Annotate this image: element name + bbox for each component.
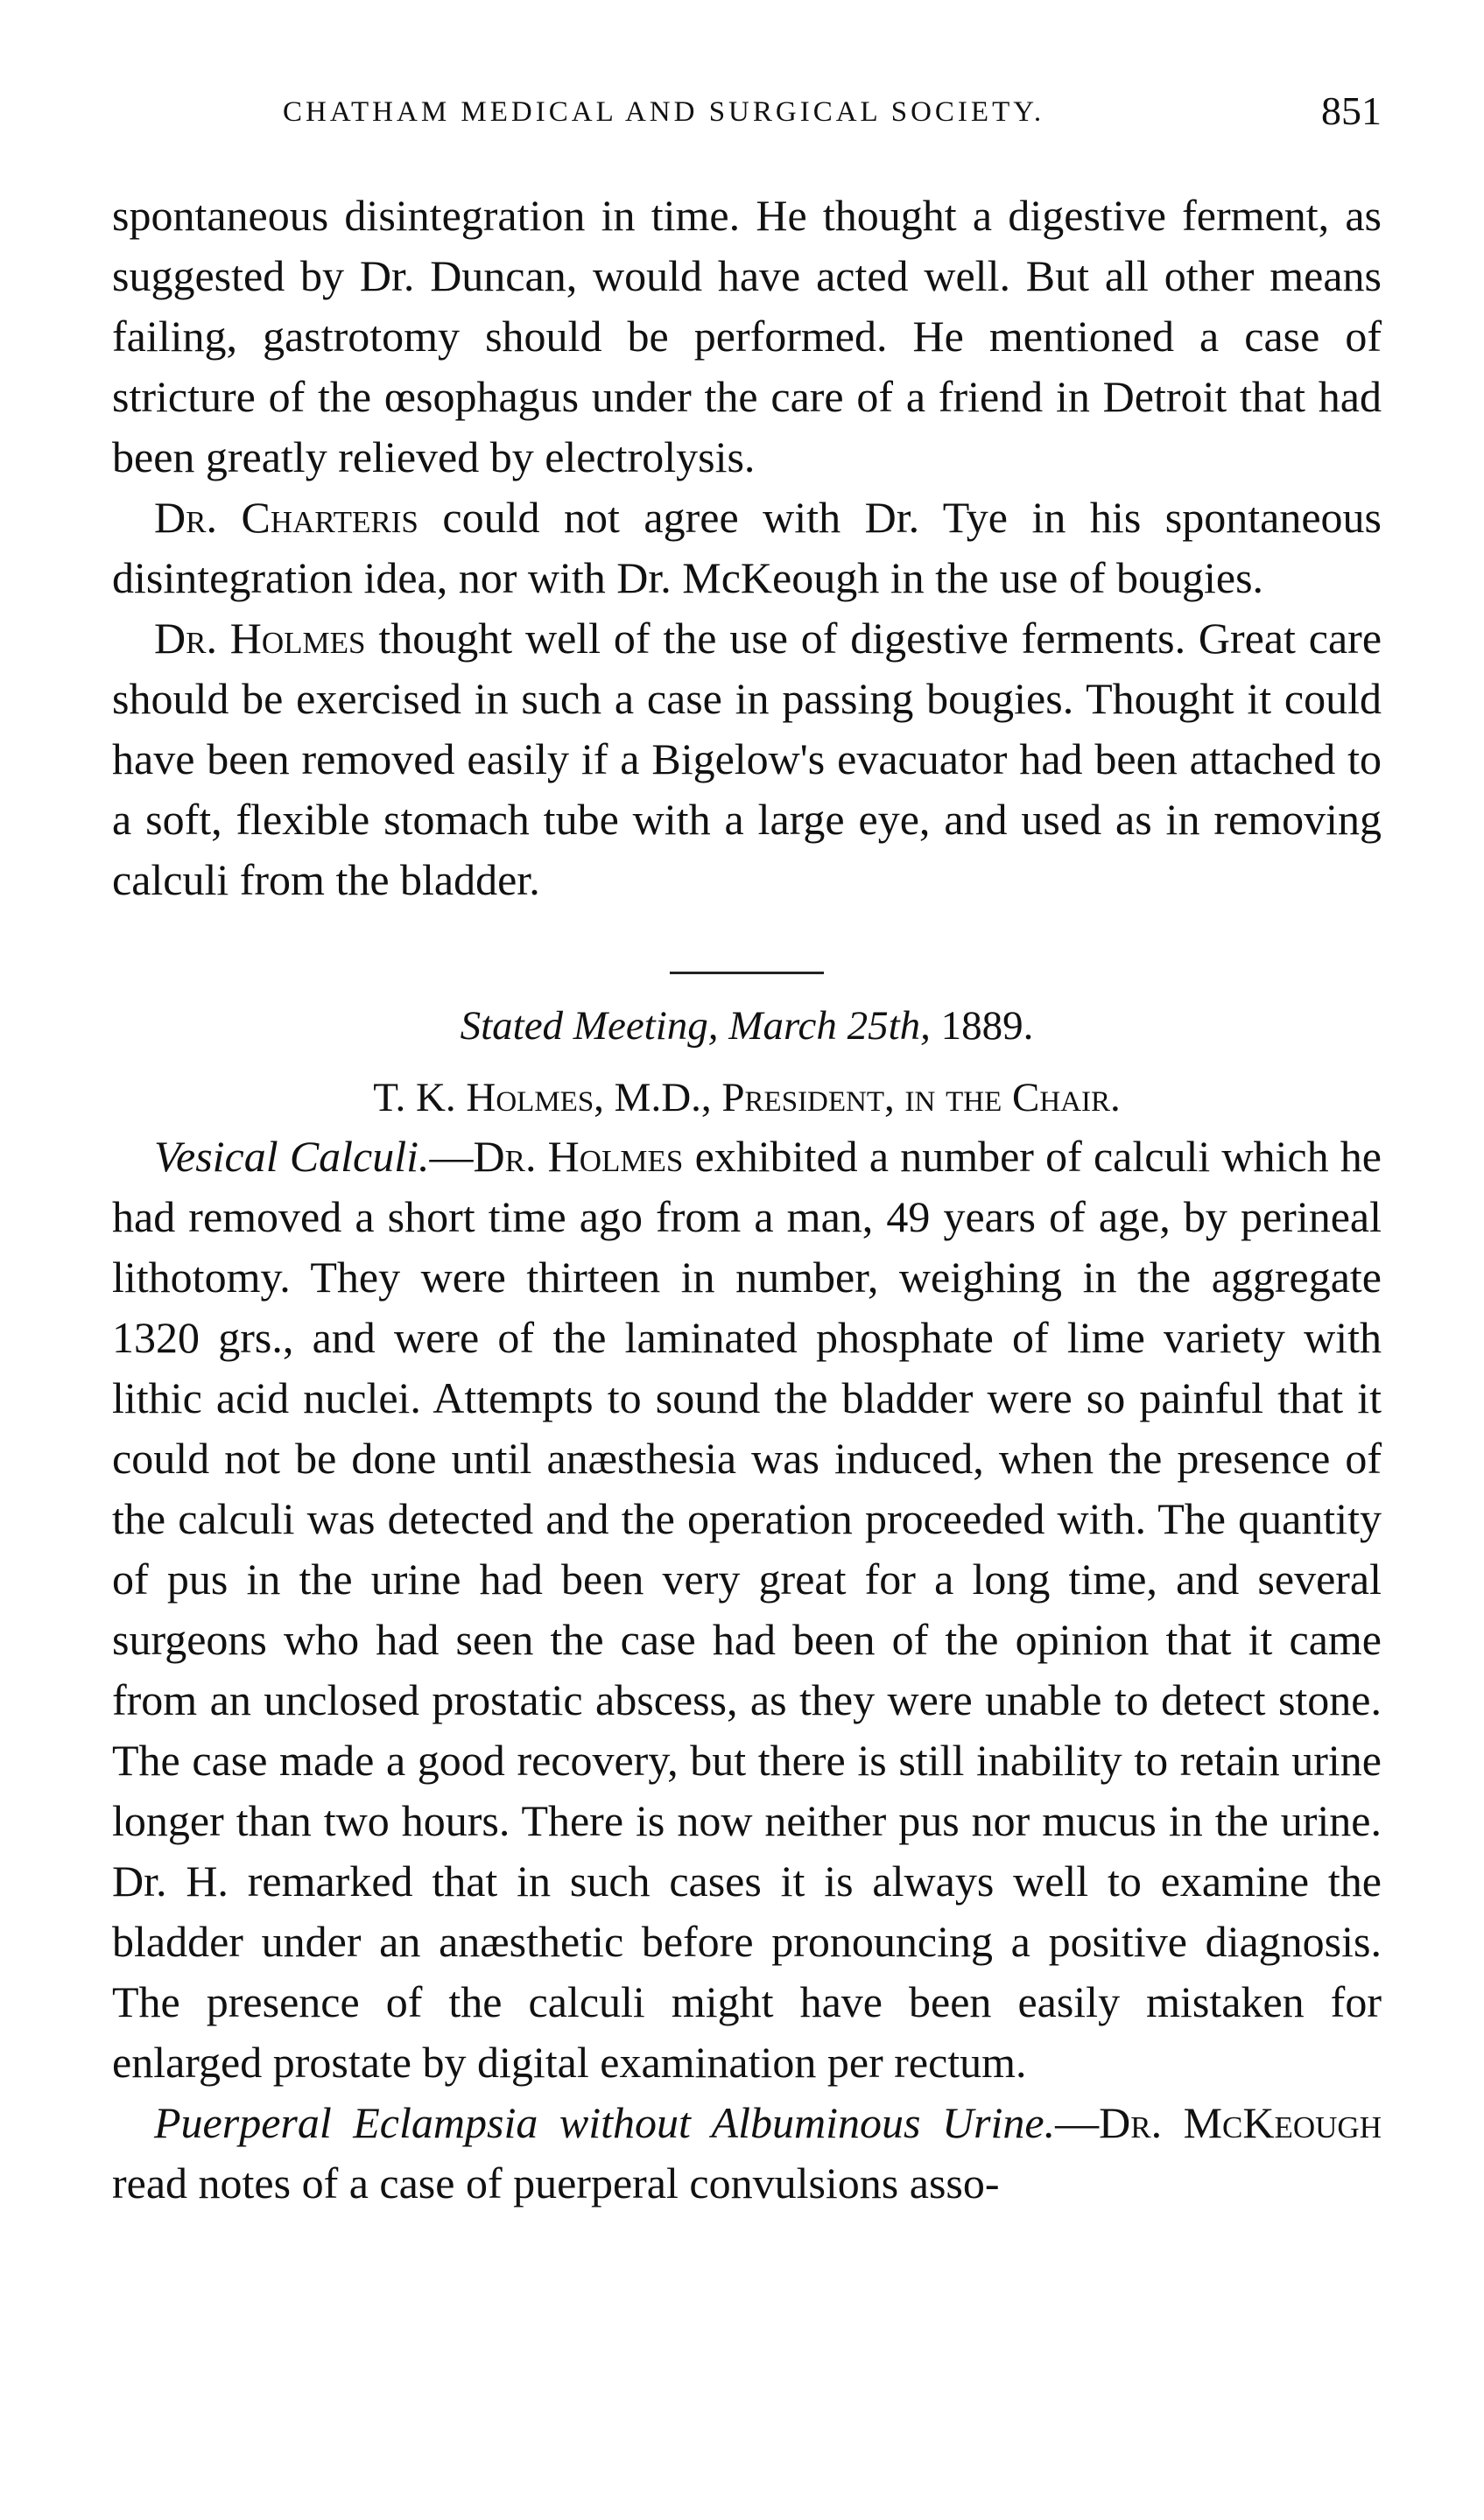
speaker-name: Dr. Charteris: [154, 493, 418, 542]
speaker-name: Dr. Holmes: [154, 614, 366, 663]
paragraph-vesical-calculi: [112, 1127, 1382, 2093]
meeting-date-text: Stated Meeting, March 25th,: [460, 1003, 931, 1049]
body-text: [112, 186, 1382, 2214]
section-title: Puerperal Eclampsia without Albuminous Urine.: [154, 2098, 1056, 2147]
paragraph-puerperal-eclampsia: [112, 2093, 1382, 2214]
section-divider: [670, 972, 824, 974]
paragraph-text: read notes of a case of puerperal convulsions asso-: [112, 2158, 1000, 2208]
em-dash: —: [429, 1132, 474, 1181]
running-title: CHATHAM MEDICAL AND SURGICAL SOCIETY.: [283, 96, 1045, 128]
paragraph-text: thought well of the use of digestive ferments. Great care should be exercised in such a case in passing bougies. Thought it could have been removed easily if a Bigelow's evacuator had been attached to a soft, flexible stomach tube with a large eye, and used as in removing calculi from the bladder.: [112, 614, 1382, 904]
running-header: [112, 88, 1382, 149]
chair-name: T. K. Holmes, M.D.,: [373, 1075, 712, 1120]
chair-role: President, in the Chair.: [711, 1075, 1121, 1120]
section-title: Vesical Calculi.: [154, 1132, 430, 1181]
em-dash: —: [1055, 2098, 1100, 2147]
speaker-name: Dr. Holmes: [473, 1132, 684, 1181]
meeting-year: 1889.: [930, 1003, 1034, 1049]
document-page: [112, 88, 1382, 2214]
paragraph-charteris: [112, 488, 1382, 608]
paragraph-continuation: spontaneous disintegration in time. He thought a digestive ferment, as suggested by Dr. Duncan, would have acted well. But all other means failing, gastrotomy should be performed. He mentioned a case of stricture of the œsophagus under the care of a friend in Detroit that had been greatly relieved by electrolysis.: [112, 191, 1382, 481]
speaker-name: Dr. McKeough: [1099, 2098, 1382, 2147]
meeting-date: [112, 997, 1382, 1055]
paragraph-text: could not agree with Dr. Tye in his spontaneous disintegration idea, nor with Dr. McKeough in the use of bougies.: [112, 493, 1382, 602]
paragraph-text: exhibited a number of calculi which he had removed a short time ago from a man, 49 years of age, by perineal lithotomy. They were thirteen in number, weighing in the aggregate 1320 grs., and were of the laminated phosphate of lime variety with lithic acid nuclei. Attempts to sound the bladder were so painful that it could not be done until anæsthesia was induced, when the presence of the calculi was detected and the operation proceeded with. The quantity of pus in the urine had been very great for a long time, and several surgeons who had seen the case had been of the opinion that it came from an unclosed prostatic abscess, as they were unable to detect stone. The case made a good recovery, but there is still inability to retain urine longer than two hours. There is now neither pus nor mucus in the urine. Dr. H. remarked that in such cases it is always well to examine the bladder under an anæsthetic before pronouncing a positive diagnosis. The presence of the calculi might have been easily mistaken for enlarged prostate by digital examination per rectum.: [112, 1132, 1382, 2087]
meeting-chair: [112, 1069, 1382, 1127]
page-number: 851: [1321, 88, 1382, 133]
paragraph-holmes: [112, 608, 1382, 910]
